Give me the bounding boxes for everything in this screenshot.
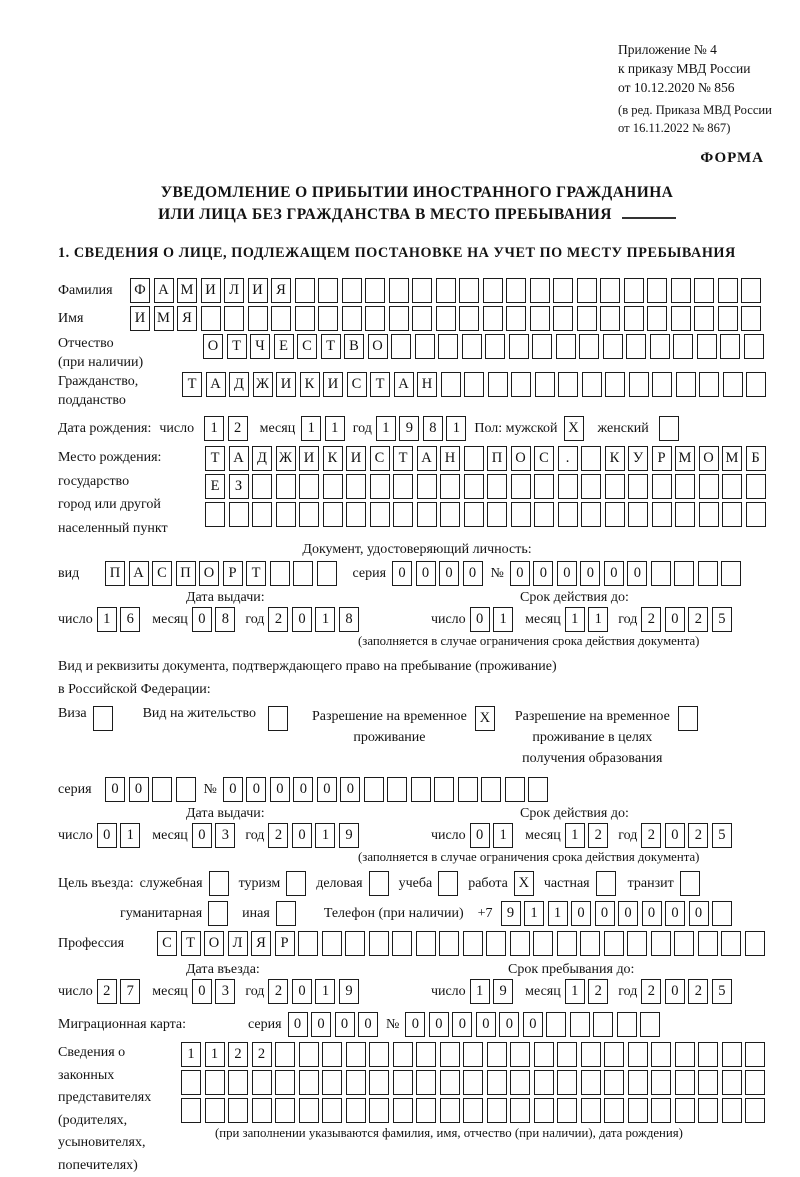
- migration-card-label: Миграционная карта:: [58, 1016, 187, 1032]
- valid-year-cells[interactable]: 2 0 2 5: [641, 607, 732, 632]
- citizenship-label-line1: Гражданство,: [58, 374, 139, 390]
- patronymic-label-line2: (при наличии): [58, 355, 144, 371]
- valid-month-label: месяц: [525, 611, 561, 627]
- stay-year-cells[interactable]: 2 0 2 5: [641, 979, 732, 1004]
- entry-day-cells[interactable]: 2 7: [97, 979, 141, 1004]
- doc-series-cells[interactable]: 0 0 0 0: [392, 561, 483, 586]
- residence-valid-year-label: год: [618, 827, 638, 843]
- migration-card-row: [58, 1012, 776, 1037]
- identity-doc-date-headers: [58, 590, 776, 607]
- temp-permit-label: [312, 706, 467, 748]
- purpose-study-checkbox[interactable]: [438, 871, 458, 896]
- edu-permit-label: [515, 706, 670, 769]
- given-name-label: Имя: [58, 310, 84, 326]
- legal-reps-cells-row2[interactable]: [181, 1070, 765, 1095]
- residence-valid-header: Срок действия до:: [520, 806, 629, 822]
- female-checkbox[interactable]: [659, 416, 679, 441]
- form-title-line2: ИЛИ ЛИЦА БЕЗ ГРАЖДАНСТВА В МЕСТО ПРЕБЫВАНИЯ: [158, 206, 612, 224]
- identity-doc-note: (заполняется в случае ограничения срока действия документа): [358, 634, 700, 649]
- residence-permit-label: Вид на жительство: [142, 706, 256, 722]
- purpose-work-label: работа: [468, 875, 508, 891]
- doc-type-label: вид: [58, 565, 80, 581]
- birth-place-label-line3: город или другой: [58, 497, 161, 513]
- stay-month-label: месяц: [525, 983, 561, 999]
- surname-row: [58, 278, 776, 303]
- visa-label: Виза: [58, 706, 87, 722]
- citizenship-row: [58, 372, 776, 410]
- citizenship-cells[interactable]: Т А Д Ж И К И С Т А Н: [182, 372, 766, 397]
- valid-day-cells[interactable]: 0 1: [470, 607, 514, 632]
- residence-valid-month-cells[interactable]: 1 2: [565, 823, 609, 848]
- issue-year-cells[interactable]: 2 0 1 8: [268, 607, 359, 632]
- temp-permit-checkbox[interactable]: X: [475, 706, 495, 731]
- legal-reps-cells-row3[interactable]: [181, 1098, 765, 1123]
- identity-doc-heading: Документ, удостоверяющий личность:: [302, 542, 532, 558]
- patronymic-label-line1: Отчество: [58, 336, 114, 352]
- entry-dates-row: [58, 979, 776, 1004]
- form-title: [58, 182, 776, 226]
- residence-doc-intro: [58, 655, 776, 701]
- birth-day-label: число: [159, 420, 195, 436]
- purpose-transit-checkbox[interactable]: [680, 871, 700, 896]
- residence-doc-options-row: [58, 706, 776, 769]
- residence-doc-intro-line2: в Российской Федерации:: [58, 682, 211, 698]
- birth-date-row: [58, 416, 776, 441]
- sex-male-label: Пол: мужской: [474, 420, 558, 436]
- purpose-study-label: учеба: [398, 875, 433, 891]
- residence-issue-year-label: год: [245, 827, 265, 843]
- migration-number-label: №: [386, 1016, 400, 1032]
- visit-purpose-row2: [58, 901, 776, 926]
- residence-valid-day-cells[interactable]: 0 1: [470, 823, 514, 848]
- visit-purpose-label: Цель въезда:: [58, 875, 134, 891]
- migration-series-label: серия: [248, 1016, 282, 1032]
- residence-valid-month-label: месяц: [525, 827, 561, 843]
- sex-female-label: женский: [597, 420, 649, 436]
- edition-line: (в ред. Приказа МВД России: [618, 103, 772, 118]
- stay-month-cells[interactable]: 1 2: [565, 979, 609, 1004]
- patronymic-label: [58, 334, 203, 372]
- valid-day-label: число: [430, 611, 466, 627]
- residence-issue-month-cells[interactable]: 0 3: [192, 823, 236, 848]
- purpose-commercial-checkbox[interactable]: [369, 871, 389, 896]
- residence-issue-day-label: число: [58, 827, 93, 843]
- doc-type-cells[interactable]: П А С П О Р Т: [105, 561, 337, 586]
- purpose-transit-label: транзит: [627, 875, 674, 891]
- purpose-private-label: частная: [543, 875, 590, 891]
- entry-date-headers: [58, 962, 776, 979]
- doc-series-label: серия: [352, 565, 387, 581]
- identity-doc-dates-row: [58, 607, 776, 632]
- purpose-humanitarian-label: гуманитарная: [120, 905, 203, 921]
- given-name-cells[interactable]: И М Я: [130, 306, 761, 331]
- doc-number-cells[interactable]: 0 0 0 0 0 0: [510, 561, 742, 586]
- legal-reps-label-line6: попечителях): [58, 1157, 138, 1173]
- residence-permit-checkbox[interactable]: [268, 706, 288, 731]
- edu-permit-label-line2: проживание в целях: [532, 730, 653, 746]
- identity-doc-type-row: [58, 561, 776, 586]
- birth-place-block: [58, 446, 776, 540]
- residence-doc-intro-line1: Вид и реквизиты документа, подтверждающего право на пребывание (проживание): [58, 659, 557, 675]
- residence-series-label: серия: [58, 781, 92, 797]
- phone-cells[interactable]: 9 1 1 0 0 0 0 0 0: [501, 901, 733, 926]
- birth-date-label: Дата рождения:: [58, 420, 152, 436]
- doc-number-label: №: [490, 565, 504, 581]
- birth-place-label-line2: государство: [58, 473, 130, 489]
- appendix-line: к приказу МВД России: [618, 61, 751, 77]
- residence-doc-date-headers: [58, 806, 776, 823]
- edu-permit-label-line1: Разрешение на временное: [514, 709, 670, 725]
- birth-place-cells-block: [205, 446, 766, 530]
- residence-valid-year-cells[interactable]: 2 0 2 5: [641, 823, 732, 848]
- purpose-other-checkbox[interactable]: [276, 901, 296, 926]
- purpose-private-checkbox[interactable]: [596, 871, 616, 896]
- residence-number-cells[interactable]: 0 0 0 0 0 0: [223, 777, 549, 802]
- residence-issue-day-cells[interactable]: 0 1: [97, 823, 141, 848]
- birth-place-label: [58, 446, 205, 540]
- profession-cells[interactable]: С Т О Л Я Р: [157, 931, 765, 956]
- birth-month-cells[interactable]: 1 1: [301, 416, 345, 441]
- issue-day-label: число: [58, 611, 93, 627]
- entry-day-label: число: [58, 983, 93, 999]
- visit-purpose-row: [58, 871, 776, 896]
- valid-year-label: год: [618, 611, 638, 627]
- legal-reps-label-line5: усыновителях,: [58, 1135, 146, 1151]
- stay-year-label: год: [618, 983, 638, 999]
- purpose-business-label: служебная: [139, 875, 203, 891]
- purpose-commercial-label: деловая: [316, 875, 363, 891]
- entry-year-label: год: [245, 983, 265, 999]
- stay-day-label: число: [430, 983, 466, 999]
- temp-permit-label-line2: проживание: [353, 730, 426, 746]
- migration-series-cells[interactable]: 0 0 0 0: [288, 1012, 379, 1037]
- visa-checkbox[interactable]: [93, 706, 113, 731]
- purpose-tourism-label: туризм: [238, 875, 281, 891]
- birth-place-label-line1: Место рождения:: [58, 450, 162, 466]
- issue-month-label: месяц: [152, 611, 188, 627]
- legal-reps-note: (при заполнении указываются фамилия, имя, отчество (при наличии), дата рождения): [215, 1126, 683, 1141]
- profession-label: Профессия: [58, 935, 125, 951]
- edition-line: от 16.11.2022 № 867): [618, 121, 731, 136]
- legal-reps-label-line3: представителях: [58, 1090, 152, 1106]
- birth-year-cells[interactable]: 1 9 8 1: [376, 416, 467, 441]
- birth-place-cells-row2[interactable]: Е З: [205, 474, 766, 499]
- birth-place-cells-row1[interactable]: Т А Д Ж И К И С Т А Н П О С . К У Р М О М Б: [205, 446, 766, 471]
- birth-month-label: месяц: [259, 420, 296, 436]
- stay-day-cells[interactable]: 1 9: [470, 979, 514, 1004]
- entry-month-cells[interactable]: 0 3: [192, 979, 236, 1004]
- residence-issue-month-label: месяц: [152, 827, 188, 843]
- valid-until-header: Срок действия до:: [520, 590, 629, 606]
- entry-month-label: месяц: [152, 983, 188, 999]
- birth-day-cells[interactable]: 1 2: [204, 416, 248, 441]
- migration-number-cells[interactable]: 0 0 0 0 0 0: [405, 1012, 660, 1037]
- section1-heading: 1. СВЕДЕНИЯ О ЛИЦЕ, ПОДЛЕЖАЩЕМ ПОСТАНОВКЕ НА УЧЕТ ПО МЕСТУ ПРЕБЫВАНИЯ: [58, 245, 736, 262]
- citizenship-label: [58, 372, 182, 410]
- legal-reps-label-line1: Сведения о: [58, 1045, 126, 1061]
- edu-permit-checkbox[interactable]: [678, 706, 698, 731]
- residence-number-label: №: [203, 781, 217, 797]
- valid-month-cells[interactable]: 1 1: [565, 607, 609, 632]
- legal-reps-label-line4: (родителях,: [58, 1112, 128, 1128]
- appendix-block: [618, 40, 776, 138]
- entry-year-cells[interactable]: 2 0 1 9: [268, 979, 359, 1004]
- residence-doc-dates-row: [58, 823, 776, 848]
- citizenship-label-line2: подданство: [58, 393, 126, 409]
- phone-prefix: +7: [477, 905, 493, 921]
- surname-label: Фамилия: [58, 282, 113, 298]
- issue-date-header: Дата выдачи:: [186, 590, 265, 606]
- residence-doc-series-row: [58, 777, 776, 802]
- purpose-tourism-checkbox[interactable]: [286, 871, 306, 896]
- given-name-row: [58, 306, 776, 331]
- edu-permit-label-line3: получения образования: [522, 751, 663, 767]
- residence-doc-note: (заполняется в случае ограничения срока действия документа): [358, 850, 700, 865]
- phone-label: Телефон (при наличии): [323, 905, 464, 921]
- temp-permit-label-line1: Разрешение на временное: [311, 709, 467, 725]
- issue-day-cells[interactable]: 1 6: [97, 607, 141, 632]
- legal-reps-cells-row1[interactable]: 1 1 2 2: [181, 1042, 765, 1067]
- residence-issue-year-cells[interactable]: 2 0 1 9: [268, 823, 359, 848]
- issue-month-cells[interactable]: 0 8: [192, 607, 236, 632]
- entry-date-header: Дата въезда:: [186, 962, 260, 978]
- purpose-business-checkbox[interactable]: [209, 871, 229, 896]
- male-checkbox[interactable]: X: [564, 416, 584, 441]
- residence-issue-header: Дата выдачи:: [186, 806, 265, 822]
- legal-representatives-block: [58, 1042, 776, 1177]
- form-title-line1: УВЕДОМЛЕНИЕ О ПРИБЫТИИ ИНОСТРАННОГО ГРАЖДАНИНА: [160, 184, 674, 202]
- patronymic-row: [58, 334, 776, 372]
- form-label: ФОРМА: [700, 150, 764, 167]
- purpose-humanitarian-checkbox[interactable]: [208, 901, 228, 926]
- legal-representatives-label: [58, 1042, 181, 1177]
- birth-place-label-line4: населенный пункт: [58, 520, 168, 536]
- stay-until-header: Срок пребывания до:: [508, 962, 635, 978]
- legal-reps-cells-block: [181, 1042, 765, 1141]
- surname-cells[interactable]: Ф А М И Л И Я: [130, 278, 761, 303]
- birth-year-label: год: [352, 420, 372, 436]
- birth-place-cells-row3[interactable]: [205, 502, 766, 527]
- residence-series-cells[interactable]: 0 0: [105, 777, 196, 802]
- title-underline: [622, 217, 676, 219]
- purpose-work-checkbox[interactable]: X: [514, 871, 534, 896]
- purpose-other-label: иная: [242, 905, 270, 921]
- issue-year-label: год: [245, 611, 265, 627]
- appendix-line: от 10.12.2020 № 856: [618, 80, 735, 96]
- residence-valid-day-label: число: [430, 827, 466, 843]
- patronymic-cells[interactable]: О Т Ч Е С Т В О: [203, 334, 764, 359]
- profession-row: [58, 931, 776, 956]
- legal-reps-label-line2: законных: [58, 1067, 115, 1083]
- appendix-line: Приложение № 4: [618, 42, 717, 57]
